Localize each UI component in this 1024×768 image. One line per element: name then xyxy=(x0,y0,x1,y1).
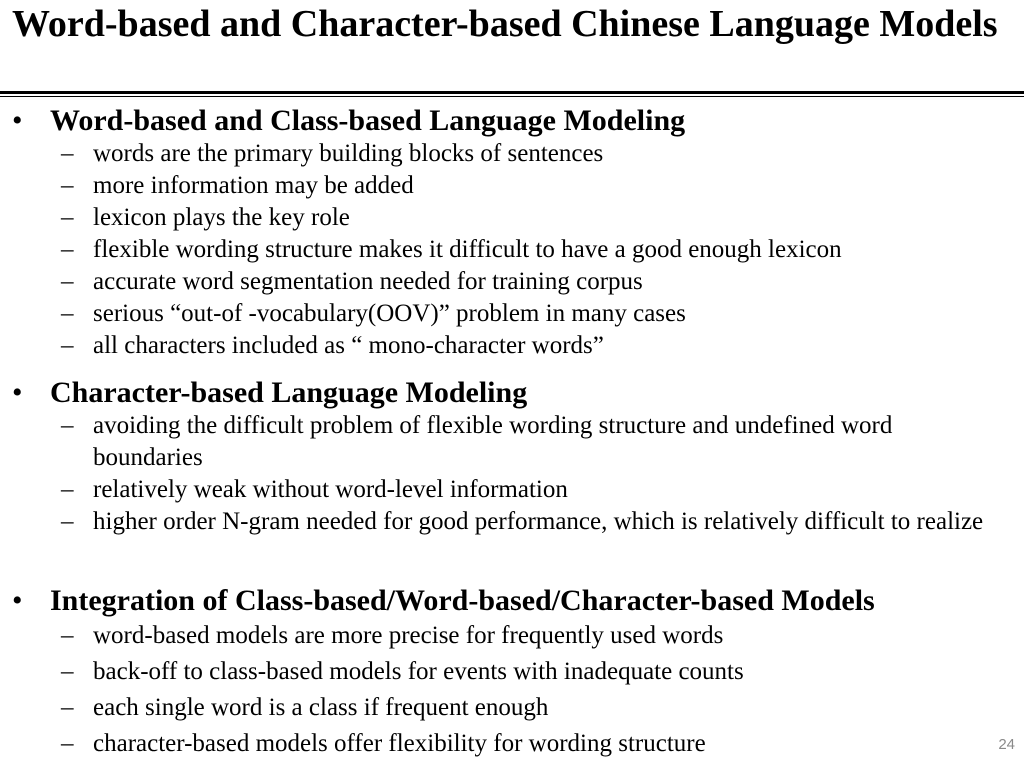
dash-marker: – xyxy=(61,300,74,327)
sub-item xyxy=(0,202,1024,234)
sub-item-text: relatively weak without word-level information xyxy=(93,476,568,503)
dash-marker: – xyxy=(61,730,74,757)
sub-item xyxy=(0,138,1024,170)
bullet xyxy=(0,584,1024,618)
slide-title: Word-based and Character-based Chinese Language Models xyxy=(12,3,998,45)
section-integration xyxy=(0,584,1024,762)
dash-marker: – xyxy=(61,694,74,721)
sub-item xyxy=(0,654,1024,690)
dash-marker: – xyxy=(61,268,74,295)
sub-item-text: character-based models offer flexibility for wording structure xyxy=(93,730,706,757)
sub-item xyxy=(0,330,1024,362)
bullet xyxy=(0,104,1024,138)
sub-item-text: more information may be added xyxy=(93,172,414,199)
sub-item-text: higher order N-gram needed for good performance, which is relatively difficult to realize xyxy=(93,508,984,535)
dash-marker: – xyxy=(61,204,74,231)
sub-item-text: word-based models are more precise for frequently used words xyxy=(93,622,724,649)
bullet-heading: Character-based Language Modeling xyxy=(50,376,528,409)
dash-marker: – xyxy=(61,658,74,685)
page-number: 24 xyxy=(998,736,1015,753)
dash-marker: – xyxy=(61,476,74,503)
bullet-marker: • xyxy=(12,584,23,617)
sub-item-text: accurate word segmentation needed for training corpus xyxy=(93,268,643,295)
sub-item-text: avoiding the difficult problem of flexible wording structure and undefined word boundaries xyxy=(93,412,893,471)
sub-item xyxy=(0,298,1024,330)
sub-item-text: serious “out-of -vocabulary(OOV)” problem in many cases xyxy=(93,300,686,327)
sub-item-text: words are the primary building blocks of sentences xyxy=(93,140,604,167)
sub-item xyxy=(0,410,1024,474)
title-rule-thin xyxy=(0,96,1024,97)
sub-item-text: flexible wording structure makes it difficult to have a good enough lexicon xyxy=(93,236,842,263)
sub-item-text: lexicon plays the key role xyxy=(93,204,350,231)
dash-marker: – xyxy=(61,140,74,167)
sub-item-text: all characters included as “ mono-character words” xyxy=(93,332,604,359)
sub-item xyxy=(0,266,1024,298)
title-rule-thick xyxy=(0,91,1024,94)
sub-item xyxy=(0,474,1024,506)
section-word-based xyxy=(0,104,1024,362)
section-character-based xyxy=(0,376,1024,538)
dash-marker: – xyxy=(61,332,74,359)
sub-item xyxy=(0,170,1024,202)
dash-marker: – xyxy=(61,508,74,535)
bullet-marker: • xyxy=(12,376,23,409)
bullet xyxy=(0,376,1024,410)
bullet-heading: Integration of Class-based/Word-based/Character-based Models xyxy=(50,584,875,617)
dash-marker: – xyxy=(61,412,74,439)
bullet-marker: • xyxy=(12,104,23,137)
bullet-heading: Word-based and Class-based Language Modeling xyxy=(50,104,686,137)
dash-marker: – xyxy=(61,236,74,263)
dash-marker: – xyxy=(61,622,74,649)
sub-item xyxy=(0,234,1024,266)
sub-item xyxy=(0,506,1024,538)
sub-item xyxy=(0,690,1024,726)
dash-marker: – xyxy=(61,172,74,199)
sub-item-text: each single word is a class if frequent enough xyxy=(93,694,549,721)
sub-item-text: back-off to class-based models for events with inadequate counts xyxy=(93,658,744,685)
sub-item xyxy=(0,618,1024,654)
sub-item xyxy=(0,726,1024,762)
